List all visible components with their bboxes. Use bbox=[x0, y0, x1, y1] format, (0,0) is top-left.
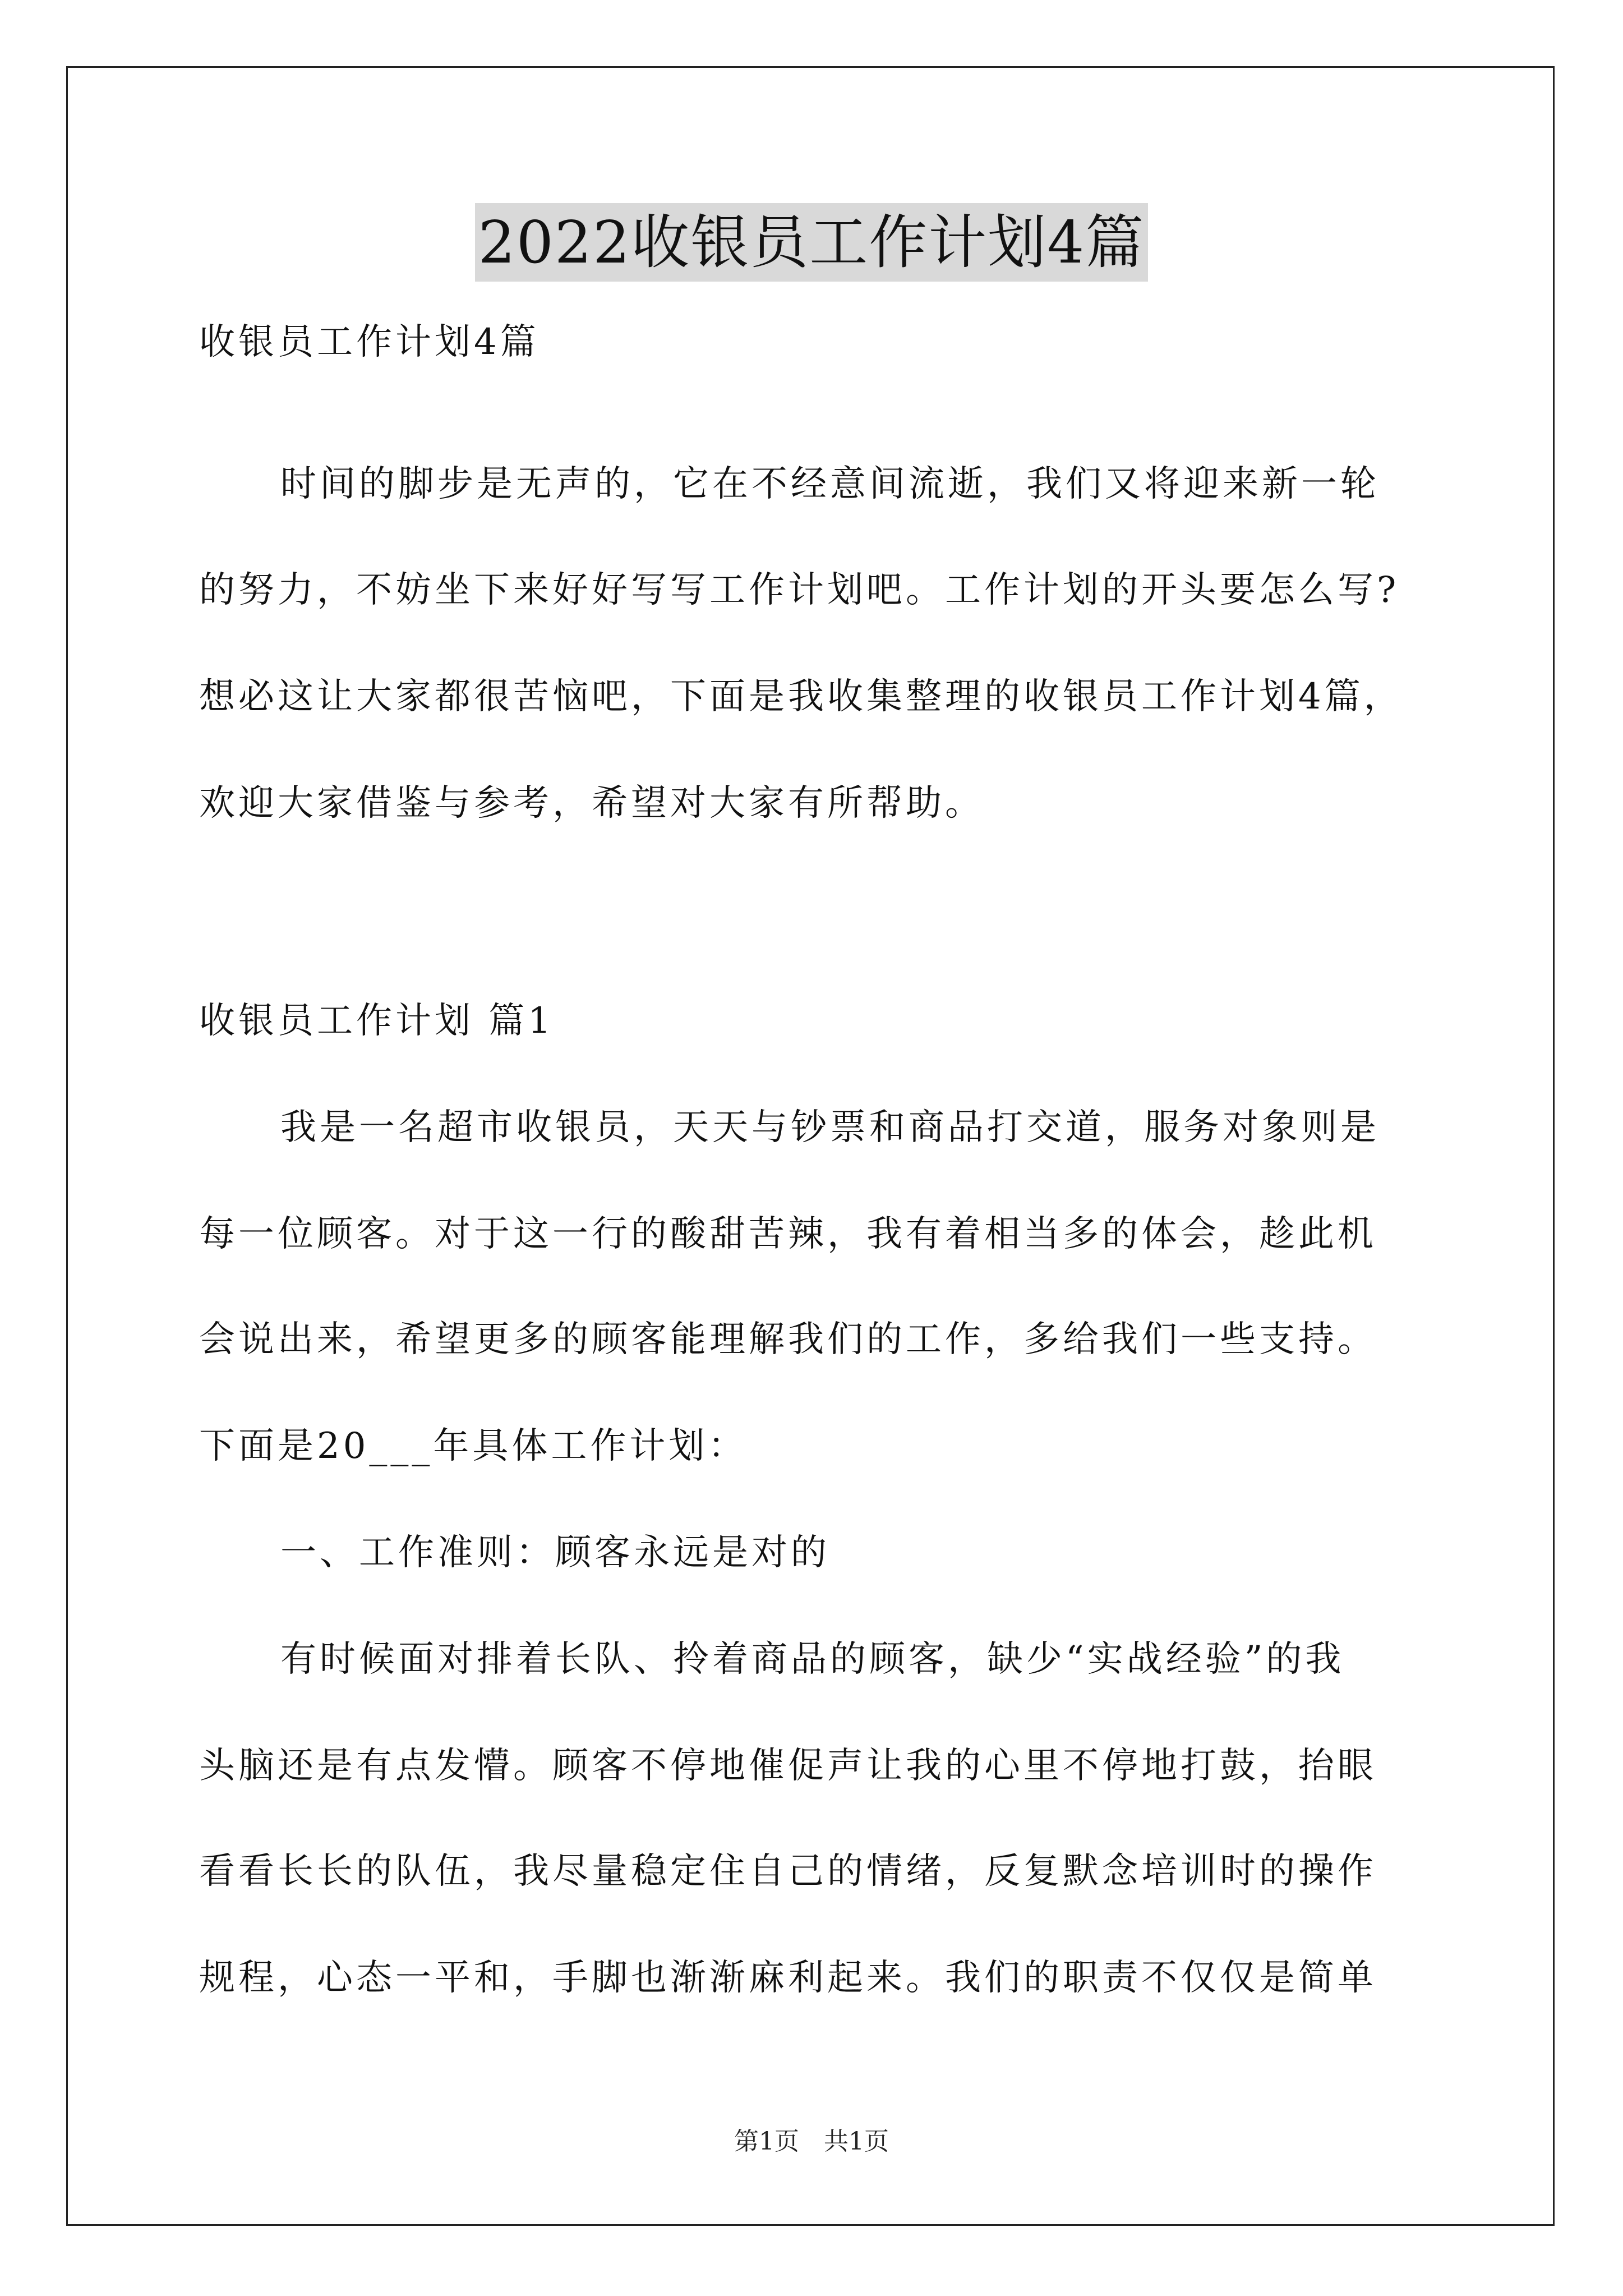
intro-line-3: 想必这让大家都很苦恼吧，下面是我收集整理的收银员工作计划4篇， bbox=[199, 676, 1403, 717]
intro-line-4: 欢迎大家借鉴与参考，希望对大家有所帮助。 bbox=[199, 783, 984, 824]
body-line-4: 下面是20___年具体工作计划： bbox=[199, 1425, 748, 1467]
document-title: 2022收银员工作计划4篇 bbox=[475, 203, 1149, 282]
page-footer: 第1页 共1页 bbox=[734, 2127, 889, 2156]
body-line-1: 我是一名超市收银员，天天与钞票和商品打交道，服务对象则是 bbox=[280, 1107, 1380, 1148]
body-line-7: 看看长长的队伍，我尽量稳定住自己的情绪，反复默念培训时的操作 bbox=[199, 1851, 1377, 1892]
body-line-3: 会说出来，希望更多的顾客能理解我们的工作，多给我们一些支持。 bbox=[199, 1319, 1377, 1360]
title-container bbox=[0, 203, 1623, 282]
subheading-line: 一、工作准则：顾客永远是对的 bbox=[280, 1532, 830, 1573]
body-line-2: 每一位顾客。对于这一行的酸甜苦辣，我有着相当多的体会，趁此机 bbox=[199, 1213, 1377, 1255]
body-line-8: 规程，心态一平和，手脚也渐渐麻利起来。我们的职责不仅仅是简单 bbox=[199, 1957, 1377, 1999]
body-line-6: 头脑还是有点发懵。顾客不停地催促声让我的心里不停地打鼓，抬眼 bbox=[199, 1745, 1377, 1787]
section-heading: 收银员工作计划 篇1 bbox=[199, 1000, 555, 1042]
body-line-5: 有时候面对排着长队、拎着商品的顾客，缺少“实战经验”的我 bbox=[280, 1639, 1345, 1680]
intro-line-1: 时间的脚步是无声的，它在不经意间流逝，我们又将迎来新一轮 bbox=[280, 463, 1380, 505]
intro-line-2: 的努力，不妨坐下来好好写写工作计划吧。工作计划的开头要怎么写? bbox=[199, 569, 1400, 611]
subtitle-line: 收银员工作计划4篇 bbox=[199, 321, 540, 363]
